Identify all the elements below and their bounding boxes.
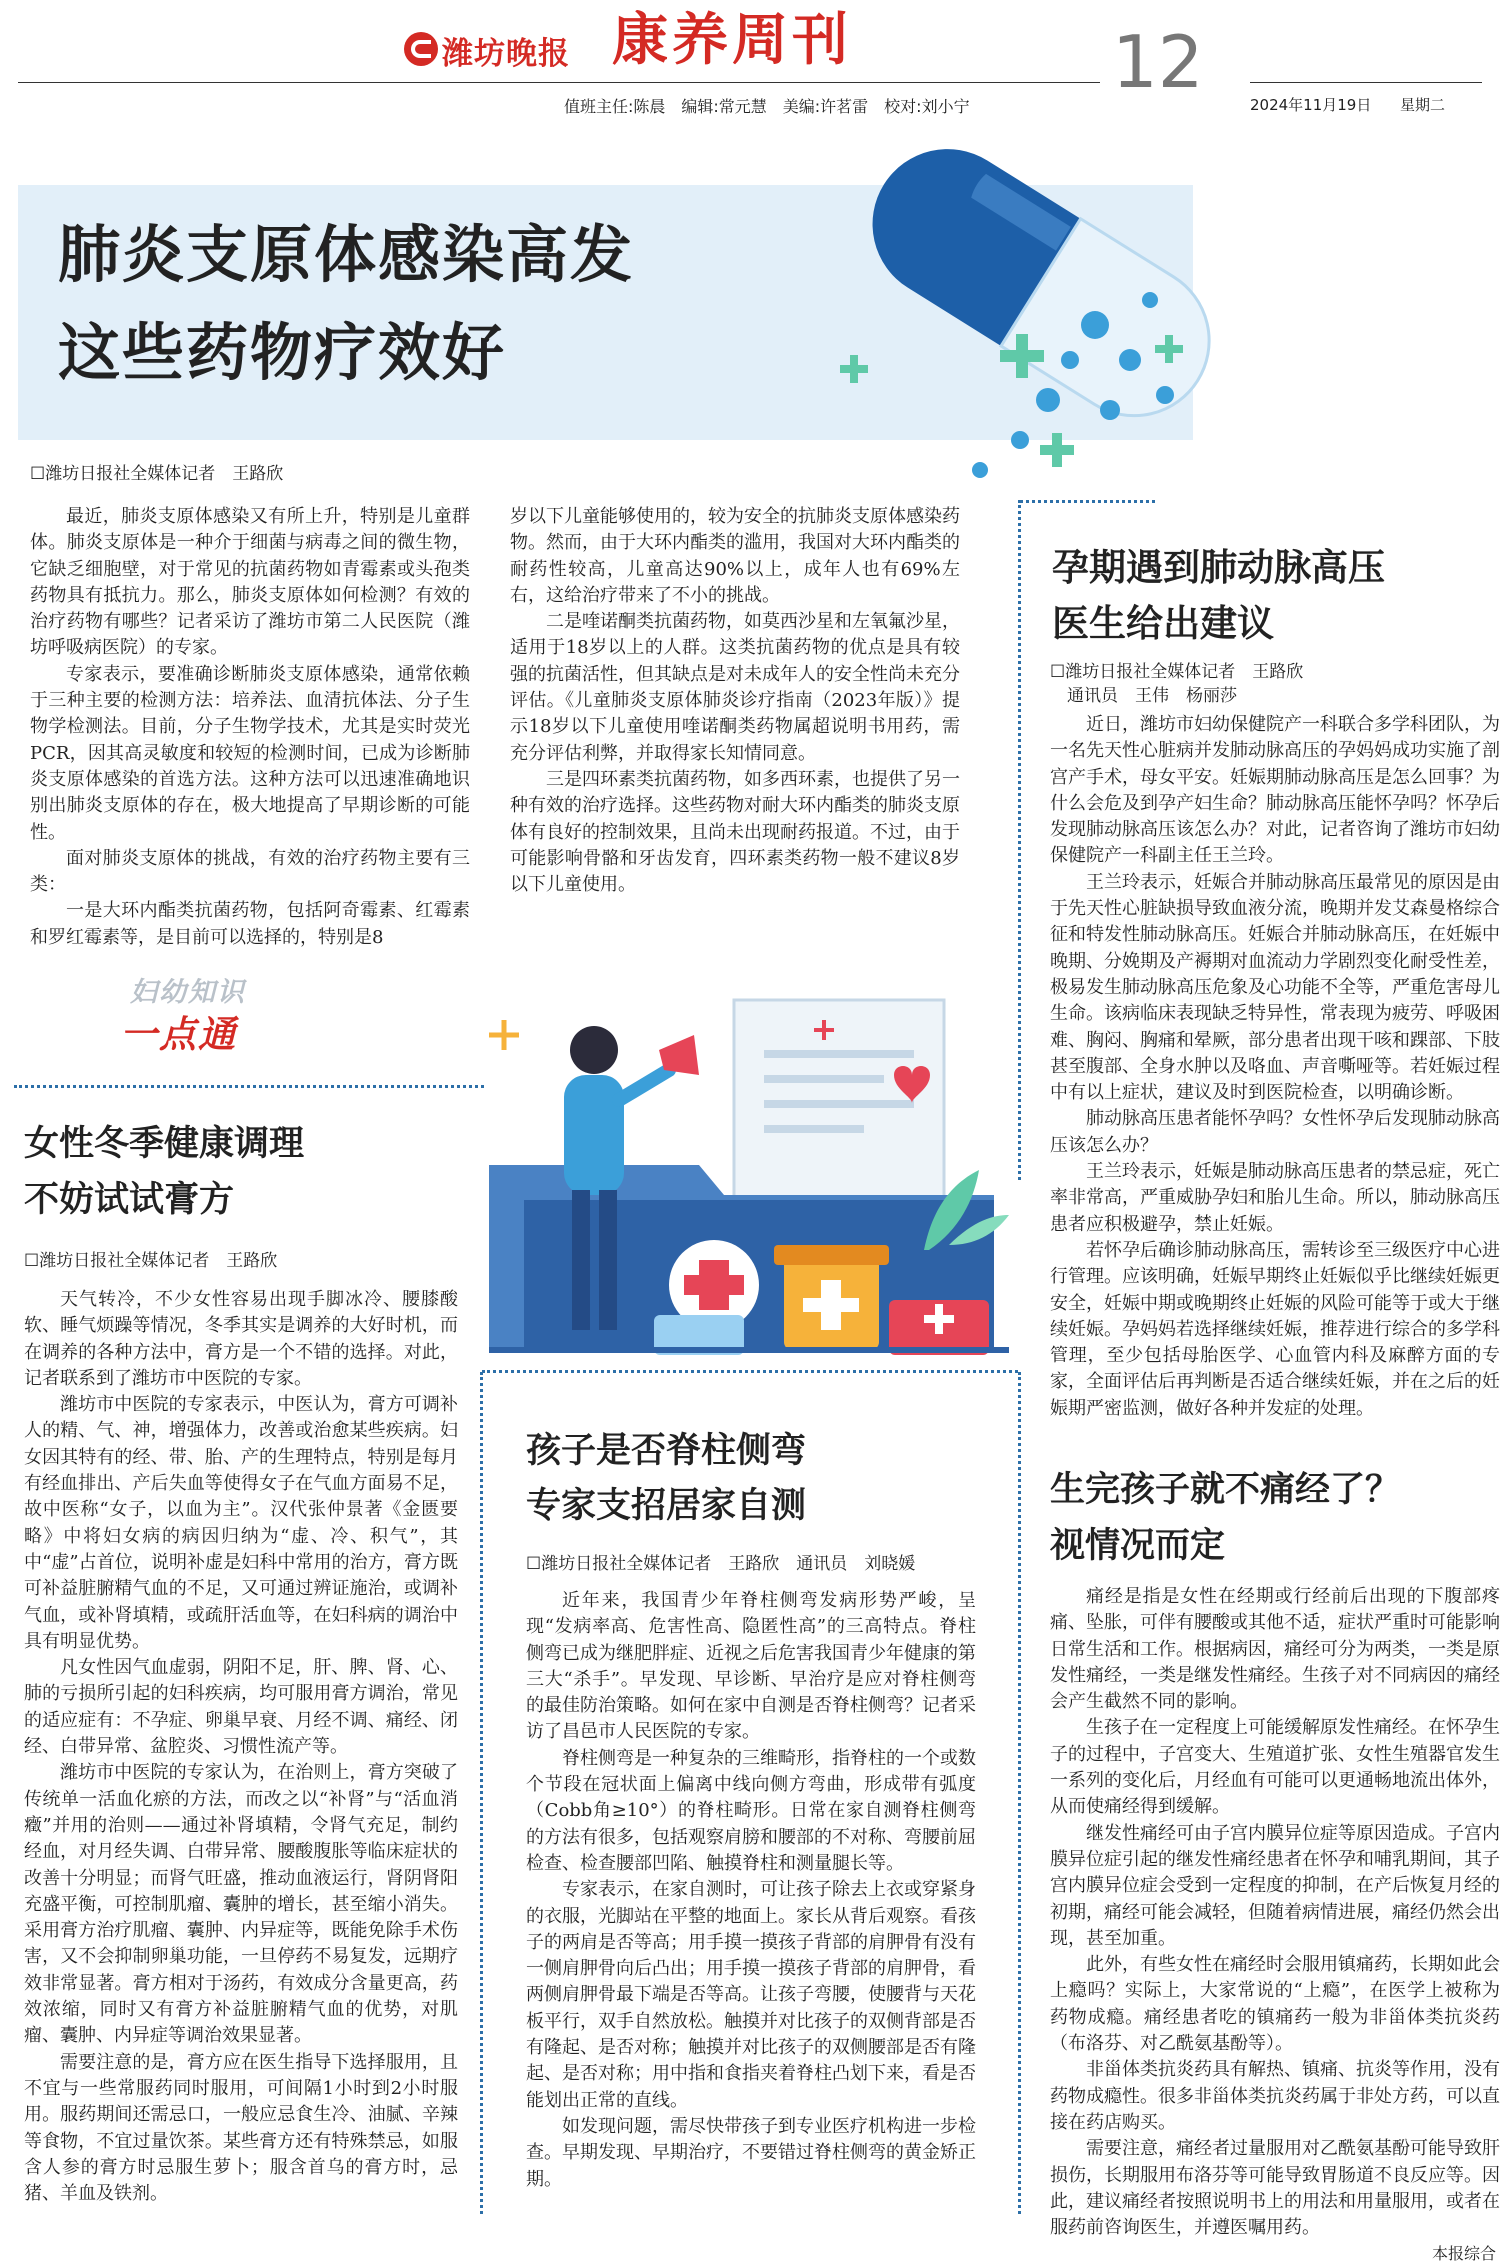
- winter-paragraph: 需要注意的是，膏方应在医生指导下选择服用，且不宜与一些常服药同时服用，可间隔1小时到2小时服用。服药期间还需忌口，一般应忌食生冷、油腻、辛辣等食物，不宜过量饮茶。某些膏方还有特殊禁忌，如服含人参的膏方时忌服生萝卜；服含首乌的膏方时，忌猪、羊血及铁剂。: [24, 2051, 458, 2205]
- scoliosis-title-line1: 孩子是否脊柱侧弯: [526, 1430, 807, 1471]
- lead-paragraph: 最近，肺炎支原体感染又有所上升，特别是儿童群体。肺炎支原体是一种介于细菌与病毒之间的微生物，它缺乏细胞壁，对于常见的抗菌药物如青霉素或头孢类药物具有抵抗力。那么，肺炎支原体如何检测？有效的治疗药物有哪些？记者采访了潍坊市第二人民医院（潍坊呼吸病医院）的专家。: [30, 506, 470, 659]
- paper-name: 潍坊晚报: [442, 36, 570, 72]
- issue-weekday: 星期二: [1400, 96, 1446, 114]
- medical-illustration: [484, 990, 1014, 1365]
- capsule-illustration: [820, 150, 1250, 490]
- page-number: 12: [1112, 20, 1204, 104]
- masthead: [0, 0, 1500, 125]
- staff-line: 值班主任:陈晨 编辑:常元慧 美编:许茗雷 校对:刘小宁: [564, 97, 970, 116]
- period-paragraph: 生孩子在一定程度上可能缓解原发性痛经。在怀孕生子的过程中，子宫变大、生殖道扩张、女性生殖器官发生一系列的变化后，月经血有可能可以更通畅地流出体外，从而使痛经得到缓解。: [1050, 1717, 1500, 1818]
- pregnancy-byline-2: 通讯员 王伟 杨丽莎: [1050, 686, 1237, 706]
- section-divider: [14, 1085, 484, 1088]
- pregnancy-paragraph: 王兰玲表示，妊娠是肺动脉高压患者的禁忌症，死亡率非常高，严重威胁孕妇和胎儿生命。所以，肺动脉高压患者应积极避孕，禁止妊娠。: [1050, 1161, 1500, 1235]
- period-paragraph: 需要注意，痛经者过量服用对乙酰氨基酚可能导致肝损伤，长期服用布洛芬等可能导致胃肠道不良反应等。因此，建议痛经者按照说明书上的用法和用量服用，或者在服药前咨询医生，并遵医嘱用药。: [1050, 2138, 1500, 2239]
- period-source: 本报综合: [1431, 2244, 1496, 2264]
- scoliosis-paragraph: 专家表示，在家自测时，可让孩子除去上衣或穿紧身的衣服，光脚站在平整的地面上。家长从背后观察。看孩子的两肩是否等高；用手摸一摸孩子背部的肩胛骨有没有一侧肩胛骨向后凸出；用手摸一摸孩子背部的肩胛骨，看两侧肩胛骨最下端是否等高。让孩子弯腰，使腰背与天花板平行，双手自然放松。触摸并对比孩子的双侧背部是否有隆起、是否对称；触摸并对比孩子的双侧腰部是否有隆起、是否对称；用中指和食指夹着脊柱凸划下来，看是否能划出正常的直线。: [526, 1879, 976, 2111]
- section-name: 康养周刊: [612, 7, 852, 73]
- column-divider: [1018, 1372, 1021, 2214]
- winter-title-line1: 女性冬季健康调理: [24, 1123, 305, 1164]
- lead-column-1: [30, 504, 470, 951]
- winter-paragraph: 天气转冷，不少女性容易出现手脚冰冷、腰膝酸软、睡气烦躁等情况，冬季其实是调养的大好时机，而在调养的各种方法中，膏方是一个不错的选择。对此，记者联系到了潍坊市中医院的专家。: [24, 1289, 458, 1389]
- period-title-line1: 生完孩子就不痛经了？: [1050, 1469, 1401, 1510]
- lead-byline: ☐潍坊日报社全媒体记者 王路欣: [30, 464, 284, 484]
- period-paragraph: 此外，有些女性在痛经时会服用镇痛药，长期如此会上瘾吗？实际上，大家常说的“上瘾”，在医学上被称为药物成瘾。痛经患者吃的镇痛药一般为非甾体类抗炎药（布洛芬、对乙酰氨基酚等）。: [1050, 1954, 1500, 2055]
- scoliosis-paragraph: 脊柱侧弯是一种复杂的三维畸形，指脊柱的一个或数个节段在冠状面上偏离中线向侧方弯曲，形成带有弧度（Cobb角≥10°）的脊柱畸形。日常在家自测脊柱侧弯的方法有很多，包括观察肩膀和腰部的不对称、弯腰前屈检查、检查腰部凹陷、触摸脊柱和测量腿长等。: [526, 1747, 976, 1874]
- period-paragraph: 非甾体类抗炎药具有解热、镇痛、抗炎等作用，没有药物成瘾性。很多非甾体类抗炎药属于非处方药，可以直接在药店购买。: [1050, 2059, 1500, 2133]
- section-divider: [482, 1370, 1018, 1373]
- lead-column-2: [510, 504, 960, 898]
- pregnancy-paragraph: 王兰玲表示，妊娠合并肺动脉高压最常见的原因是由于先天性心脏缺损导致血液分流，晚期并发艾森曼格综合征和特发性肺动脉高压。妊娠合并肺动脉高压，在妊娠中晚期、分娩期及产褥期对血流动力学剧烈变化耐受性差，极易发生肺动脉高压危象及心功能不全等，严重危害母儿生命。该病临床表现缺乏特异性，常表现为疲劳、呼吸困难、胸闷、胸痛和晕厥，部分患者出现干咳和踝部、下肢甚至腹部、全身水肿以及咯血、声音嘶哑等。若妊娠过程中有以上症状，建议及时到医院检查，以明确诊断。: [1050, 871, 1500, 1104]
- winter-paragraph: 潍坊市中医院的专家认为，在治则上，膏方突破了传统单一活血化瘀的方法，而改之以“补肾”与“活血消癥”并用的治则——通过补肾填精，令肾气充足，制约经血，对月经失调、白带异常、腰酸腹胀等临床症状的改善十分明显；而肾气旺盛，推动血液运行，肾阴肾阳充盛平衡，可控制肌瘤、囊肿的增长，甚至缩小消失。采用膏方治疗肌瘤、囊肿、内异症等，既能免除手术伤害，又不会抑制卵巢功能，一旦停药不易复发，远期疗效非常显著。膏方相对于汤药，有效成分含量更高，药效浓缩，同时又有膏方补益脏腑精气血的优势，对肌瘤、囊肿、内异症等调治效果显著。: [24, 1762, 458, 2047]
- winter-body: [24, 1287, 458, 2207]
- pregnancy-paragraph: 近日，潍坊市妇幼保健院产一科联合多学科团队，为一名先天性心脏病并发肺动脉高压的孕妈妈成功实施了剖宫产手术，母女平安。妊娠期肺动脉高压是怎么回事？为什么会危及到孕产妇生命？肺动脉高压能怀孕吗？怀孕后发现肺动脉高压该怎么办？对此，记者咨询了潍坊市妇幼保健院产一科副主任王兰玲。: [1050, 714, 1500, 867]
- lead-paragraph: 岁以下儿童能够使用的，较为安全的抗肺炎支原体感染药物。然而，由于大环内酯类的滥用，我国对大环内酯类的耐药性较高，儿童高达90%以上，成年人也有69%左右，这给治疗带来了不小的挑战。: [510, 506, 960, 606]
- pregnancy-body: [1050, 712, 1500, 1422]
- period-paragraph: 痛经是指是女性在经期或行经前后出现的下腹部疼痛、坠胀，可伴有腰酸或其他不适，症状严重时可能影响日常生活和工作。根据病因，痛经可分为两类，一类是原发性痛经，一类是继发性痛经。生孩子对不同病因的痛经会产生截然不同的影响。: [1050, 1586, 1500, 1713]
- issue-date: 2024年11月19日: [1250, 96, 1372, 114]
- column-divider: [480, 1372, 483, 2214]
- lead-title-line2: 这些药物疗效好: [58, 316, 507, 389]
- period-title-line2: 视情况而定: [1050, 1525, 1226, 1566]
- scoliosis-byline: ☐潍坊日报社全媒体记者 王路欣 通讯员 刘晓媛: [526, 1554, 916, 1574]
- period-body: [1050, 1584, 1500, 2268]
- lead-title-line1: 肺炎支原体感染高发: [58, 218, 635, 291]
- winter-paragraph: 凡女性因气血虚弱，阴阳不足，肝、脾、肾、心、肺的亏损所引起的妇科疾病，均可服用膏方调治，常见的适应症有：不孕症、卵巢早衰、月经不调、痛经、闭经、白带异常、盆腔炎、习惯性流产等。: [24, 1657, 458, 1758]
- pregnancy-paragraph: 肺动脉高压患者能怀孕吗？女性怀孕后发现肺动脉高压该怎么办？: [1050, 1108, 1500, 1156]
- scoliosis-paragraph: 如发现问题，需尽快带孩子到专业医疗机构进一步检查。早期发现、早期治疗，不要错过脊柱侧弯的黄金矫正期。: [526, 2115, 976, 2190]
- winter-title-line2: 不妨试试膏方: [24, 1179, 235, 1220]
- pregnancy-byline: ☐潍坊日报社全媒体记者 王路欣: [1050, 662, 1304, 682]
- scoliosis-body: [526, 1588, 976, 2193]
- column-logo: [120, 970, 320, 1060]
- section-divider: [1020, 500, 1155, 503]
- paper-logo-icon: [404, 32, 438, 66]
- column-logo-line2: 一点通: [120, 1013, 237, 1056]
- pregnancy-title-line2: 医生给出建议: [1052, 601, 1274, 645]
- period-paragraph: 继发性痛经可由子宫内膜异位症等原因造成。子宫内膜异位症引起的继发性痛经患者在怀孕和哺乳期间，其子宫内膜异位症会受到一定程度的抑制，在产后恢复月经的初期，痛经可能会减轻，但随着病情进展，痛经仍然会出现，甚至加重。: [1050, 1822, 1500, 1949]
- scoliosis-title-line2: 专家支招居家自测: [526, 1485, 807, 1526]
- winter-paragraph: 潍坊市中医院的专家表示，中医认为，膏方可调补人的精、气、神，增强体力，改善或治愈某些疾病。妇女因其特有的经、带、胎、产的生理特点，特别是每月有经血排出、产后失血等使得女子在气血方面易不足，故中医称“女子，以血为主”。汉代张仲景著《金匮要略》中将妇女病的病因归纳为“虚、冷、积气”，其中“虚”占首位，说明补虚是妇科中常用的治方，膏方既可补益脏腑精气血的不足，又可通过辨证施治，或调补气血，或补肾填精，或疏肝活血等，在妇科病的调治中具有明显优势。: [24, 1394, 458, 1652]
- lead-paragraph: 专家表示，要准确诊断肺炎支原体感染，通常依赖于三种主要的检测方法：培养法、血清抗体法、分子生物学检测法。目前，分子生物学技术，尤其是实时荧光PCR，因其高灵敏度和较短的检测时间，已成为诊断肺炎支原体感染的首选方法。这种方法可以迅速准确地识别出肺炎支原体的存在，极大地提高了早期诊断的可能性。: [30, 663, 470, 843]
- lead-paragraph: 面对肺炎支原体的挑战，有效的治疗药物主要有三类：: [30, 847, 470, 896]
- lead-paragraph: 二是喹诺酮类抗菌药物，如莫西沙星和左氧氟沙星，适用于18岁以上的人群。这类抗菌药物的优点是具有较强的抗菌活性，但其缺点是对未成年人的安全性尚未充分评估。《儿童肺炎支原体肺炎诊疗指南（2023年版）》提示18岁以下儿童使用喹诺酮类药物属超说明书用药，需充分评估利弊，并取得家长知情同意。: [510, 611, 960, 764]
- winter-byline: ☐潍坊日报社全媒体记者 王路欣: [24, 1251, 278, 1271]
- pregnancy-paragraph: 若怀孕后确诊肺动脉高压，需转诊至三级医疗中心进行管理。应该明确，妊娠早期终止妊娠似乎比继续妊娠更安全，妊娠中期或晚期终止妊娠的风险可能等于或大于继续妊娠。孕妈妈若选择继续妊娠，推荐进行综合的多学科管理，至少包括母胎医学、心血管内科及麻醉方面的专家，全面评估后再判断是否适合继续妊娠，并在之后的妊娠期严密监测，做好各种并发症的处理。: [1050, 1239, 1500, 1419]
- column-divider: [1018, 500, 1021, 1180]
- scoliosis-paragraph: 近年来，我国青少年脊柱侧弯发病形势严峻，呈现“发病率高、危害性高、隐匿性高”的三高特点。脊柱侧弯已成为继肥胖症、近视之后危害我国青少年健康的第三大“杀手”。早发现、早诊断、早治疗是应对脊柱侧弯的最佳防治策略。如何在家中自测是否脊柱侧弯？记者采访了昌邑市人民医院的专家。: [526, 1590, 976, 1743]
- lead-paragraph: 一是大环内酯类抗菌药物，包括阿奇霉素、红霉素和罗红霉素等，是目前可以选择的，特别是8: [30, 900, 470, 948]
- lead-paragraph: 三是四环素类抗菌药物，如多西环素，也提供了另一种有效的治疗选择。这些药物对耐大环内酯类的肺炎支原体有良好的控制效果，且尚未出现耐药报道。不过，由于可能影响骨骼和牙齿发育，四环素类药物一般不建议8岁以下儿童使用。: [510, 768, 960, 896]
- pregnancy-title-line1: 孕期遇到肺动脉高压: [1052, 545, 1385, 589]
- column-logo-line1: 妇幼知识: [130, 977, 246, 1008]
